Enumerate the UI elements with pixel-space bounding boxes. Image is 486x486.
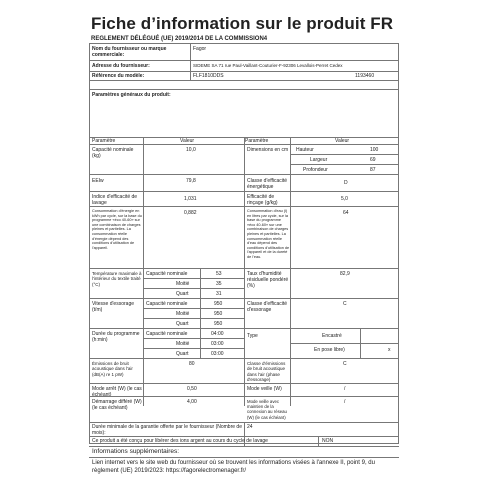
- regulation-subtitle: REGLEMENT DÉLÉGUÉ (UE) 2019/2014 DE LA COMMISSION4: [91, 36, 268, 42]
- temp-row-value: 53: [216, 271, 222, 277]
- network-standby-label: Mode veille avec maintien de la connexion au réseau (W) (le cas échéant): [247, 399, 287, 420]
- noise-class-value: C: [343, 361, 347, 367]
- silver-ions-label: Ce produit a été conçu pour libérer des ions argent au cours du cycle de lavage: [92, 438, 268, 444]
- silver-ions-value: NON: [322, 438, 334, 444]
- temp-row-label: Moitié: [176, 281, 190, 287]
- model-code: 1193460: [355, 73, 375, 79]
- spin-row-label: Quart: [176, 321, 189, 327]
- delay-start-label: Démarrage différé (W) (le cas échéant): [92, 399, 142, 411]
- temp-row-value: 31: [216, 291, 222, 297]
- standby-value: /: [344, 386, 346, 392]
- additional-info-text: Lien internet vers le site web du fournisseur où se trouvent les informations visées à l'annexe II, point 9, du règlement (UE) 2019/2023: https://fagorelectromenager.fr/: [92, 460, 375, 474]
- network-standby-value: /: [344, 399, 346, 405]
- model-value: FLF1810DDS: [193, 73, 224, 79]
- duration-row-label: Capacité nominale: [146, 331, 188, 337]
- spin-row-value: 950: [214, 301, 223, 307]
- col-param-right: Paramètre: [245, 138, 269, 144]
- col-value-right: Valeur: [335, 138, 350, 144]
- energy-class-value: D: [344, 180, 348, 186]
- rinse-value: 5,0: [341, 196, 348, 202]
- rinse-label: Efficacité de rinçage (g/kg): [247, 194, 278, 206]
- spin-speed-label: Vitesse d'essorage (t/m): [92, 301, 134, 313]
- height-label: Hauteur: [296, 147, 314, 153]
- temp-row-value: 35: [216, 281, 222, 287]
- noise-class-label: Classe d'émissions de bruit acoustique dans l'air (phase d'essorage): [247, 361, 286, 383]
- spin-class-label: Classe d'efficacité d'essorage: [247, 301, 288, 313]
- depth-value: 87: [370, 167, 376, 173]
- height-value: 100: [370, 147, 379, 153]
- type-built-in: Encastré: [322, 333, 342, 339]
- standby-label: Mode veille (W): [247, 386, 282, 392]
- col-value-left: Valeur: [180, 138, 195, 144]
- supplier-address-value: SIDEME SA 71 rue Paul-Vaillant-Couturier-F-92306 Levallois-Perret Cedex: [193, 63, 343, 68]
- duration-row-label: Quart: [176, 351, 189, 357]
- supplier-name-label: Nom du fournisseur ou marque commerciale:: [92, 46, 167, 58]
- temp-row-label: Quart: [176, 291, 189, 297]
- additional-info-title: Informations supplémentaires:: [92, 448, 180, 455]
- type-freestanding: En pose libre): [314, 347, 345, 353]
- noise-value: 80: [189, 361, 195, 367]
- temperature-label: Température maximale à l'intérieur du textile traité (°C): [92, 271, 142, 287]
- noise-label: Émissions de bruit acoustique dans l'air (dB(A) re 1 pW): [92, 361, 133, 377]
- spin-row-value: 950: [214, 311, 223, 317]
- water-consumption-value: 64: [343, 210, 349, 216]
- energy-consumption-value: 0,882: [184, 210, 197, 216]
- duration-row-value: 04:00: [211, 331, 224, 337]
- type-label: Type: [247, 333, 258, 339]
- section-title: Paramètres généraux du produit:: [92, 92, 171, 98]
- spin-class-value: C: [343, 301, 347, 307]
- type-freestanding-mark: x: [388, 347, 391, 353]
- page-title: Fiche d’information sur le produit FR: [91, 14, 394, 33]
- spin-row-label: Capacité nominale: [146, 301, 188, 307]
- duration-label: Durée du programme (h:min): [92, 331, 140, 343]
- dimensions-label: Dimensions en cm: [247, 147, 289, 153]
- col-param-left: Paramètre: [92, 138, 116, 144]
- wash-index-label: Indice d'efficacité de lavage: [92, 194, 138, 206]
- moisture-label: Taux d'humidité résiduelle pondéré (%): [247, 271, 289, 289]
- duration-row-value: 03:00: [211, 341, 224, 347]
- capacity-value: 10,0: [186, 147, 196, 153]
- energy-class-label: Classe d'efficacité énergétique: [247, 178, 288, 190]
- supplier-address-label: Adresse du fournisseur:: [92, 63, 150, 69]
- width-value: 69: [370, 157, 376, 163]
- off-mode-label: Mode arrêt (W) (le cas échéant): [92, 386, 142, 398]
- eei-label: EEIw: [92, 178, 104, 184]
- duration-row-label: Moitié: [176, 341, 190, 347]
- capacity-label: Capacité nominale (kg): [92, 147, 134, 159]
- warranty-value: 24: [247, 424, 253, 430]
- warranty-label: Durée minimale de la garantie offerte par le fournisseur (Nombre de mois):: [92, 424, 242, 436]
- delay-start-value: 4,00: [187, 399, 197, 405]
- spin-row-value: 950: [214, 321, 223, 327]
- energy-consumption-label: Consommation d'énergie en kWh par cycle, sur la base du programme «éco 40-60» sur une combinaison de charges pleines et partielles. La consommation réelle d'énergie dépend des conditions d'utilisation de l'appareil.: [92, 209, 142, 250]
- wash-index-value: 1,031: [184, 196, 197, 202]
- duration-row-value: 03:00: [211, 351, 224, 357]
- eei-value: 79,8: [186, 178, 196, 184]
- depth-label: Profondeur: [303, 167, 328, 173]
- water-consumption-label: Consommation d'eau (l) en litres par cycle, sur la base du programme «éco 40-60» sur une combinaison de charges pleines et partielles. La consommation réelle d'eau dépend des conditions d'utilisation de l'appareil et de la dureté de l'eau.: [247, 209, 290, 259]
- off-mode-value: 0,50: [187, 386, 197, 392]
- spin-row-label: Moitié: [176, 311, 190, 317]
- supplier-name-value: Fagor: [193, 46, 207, 52]
- width-label: Largeur: [310, 157, 328, 163]
- model-label: Référence du modèle:: [92, 73, 145, 79]
- temp-row-label: Capacité nominale: [146, 271, 188, 277]
- moisture-value: 82,9: [340, 271, 350, 277]
